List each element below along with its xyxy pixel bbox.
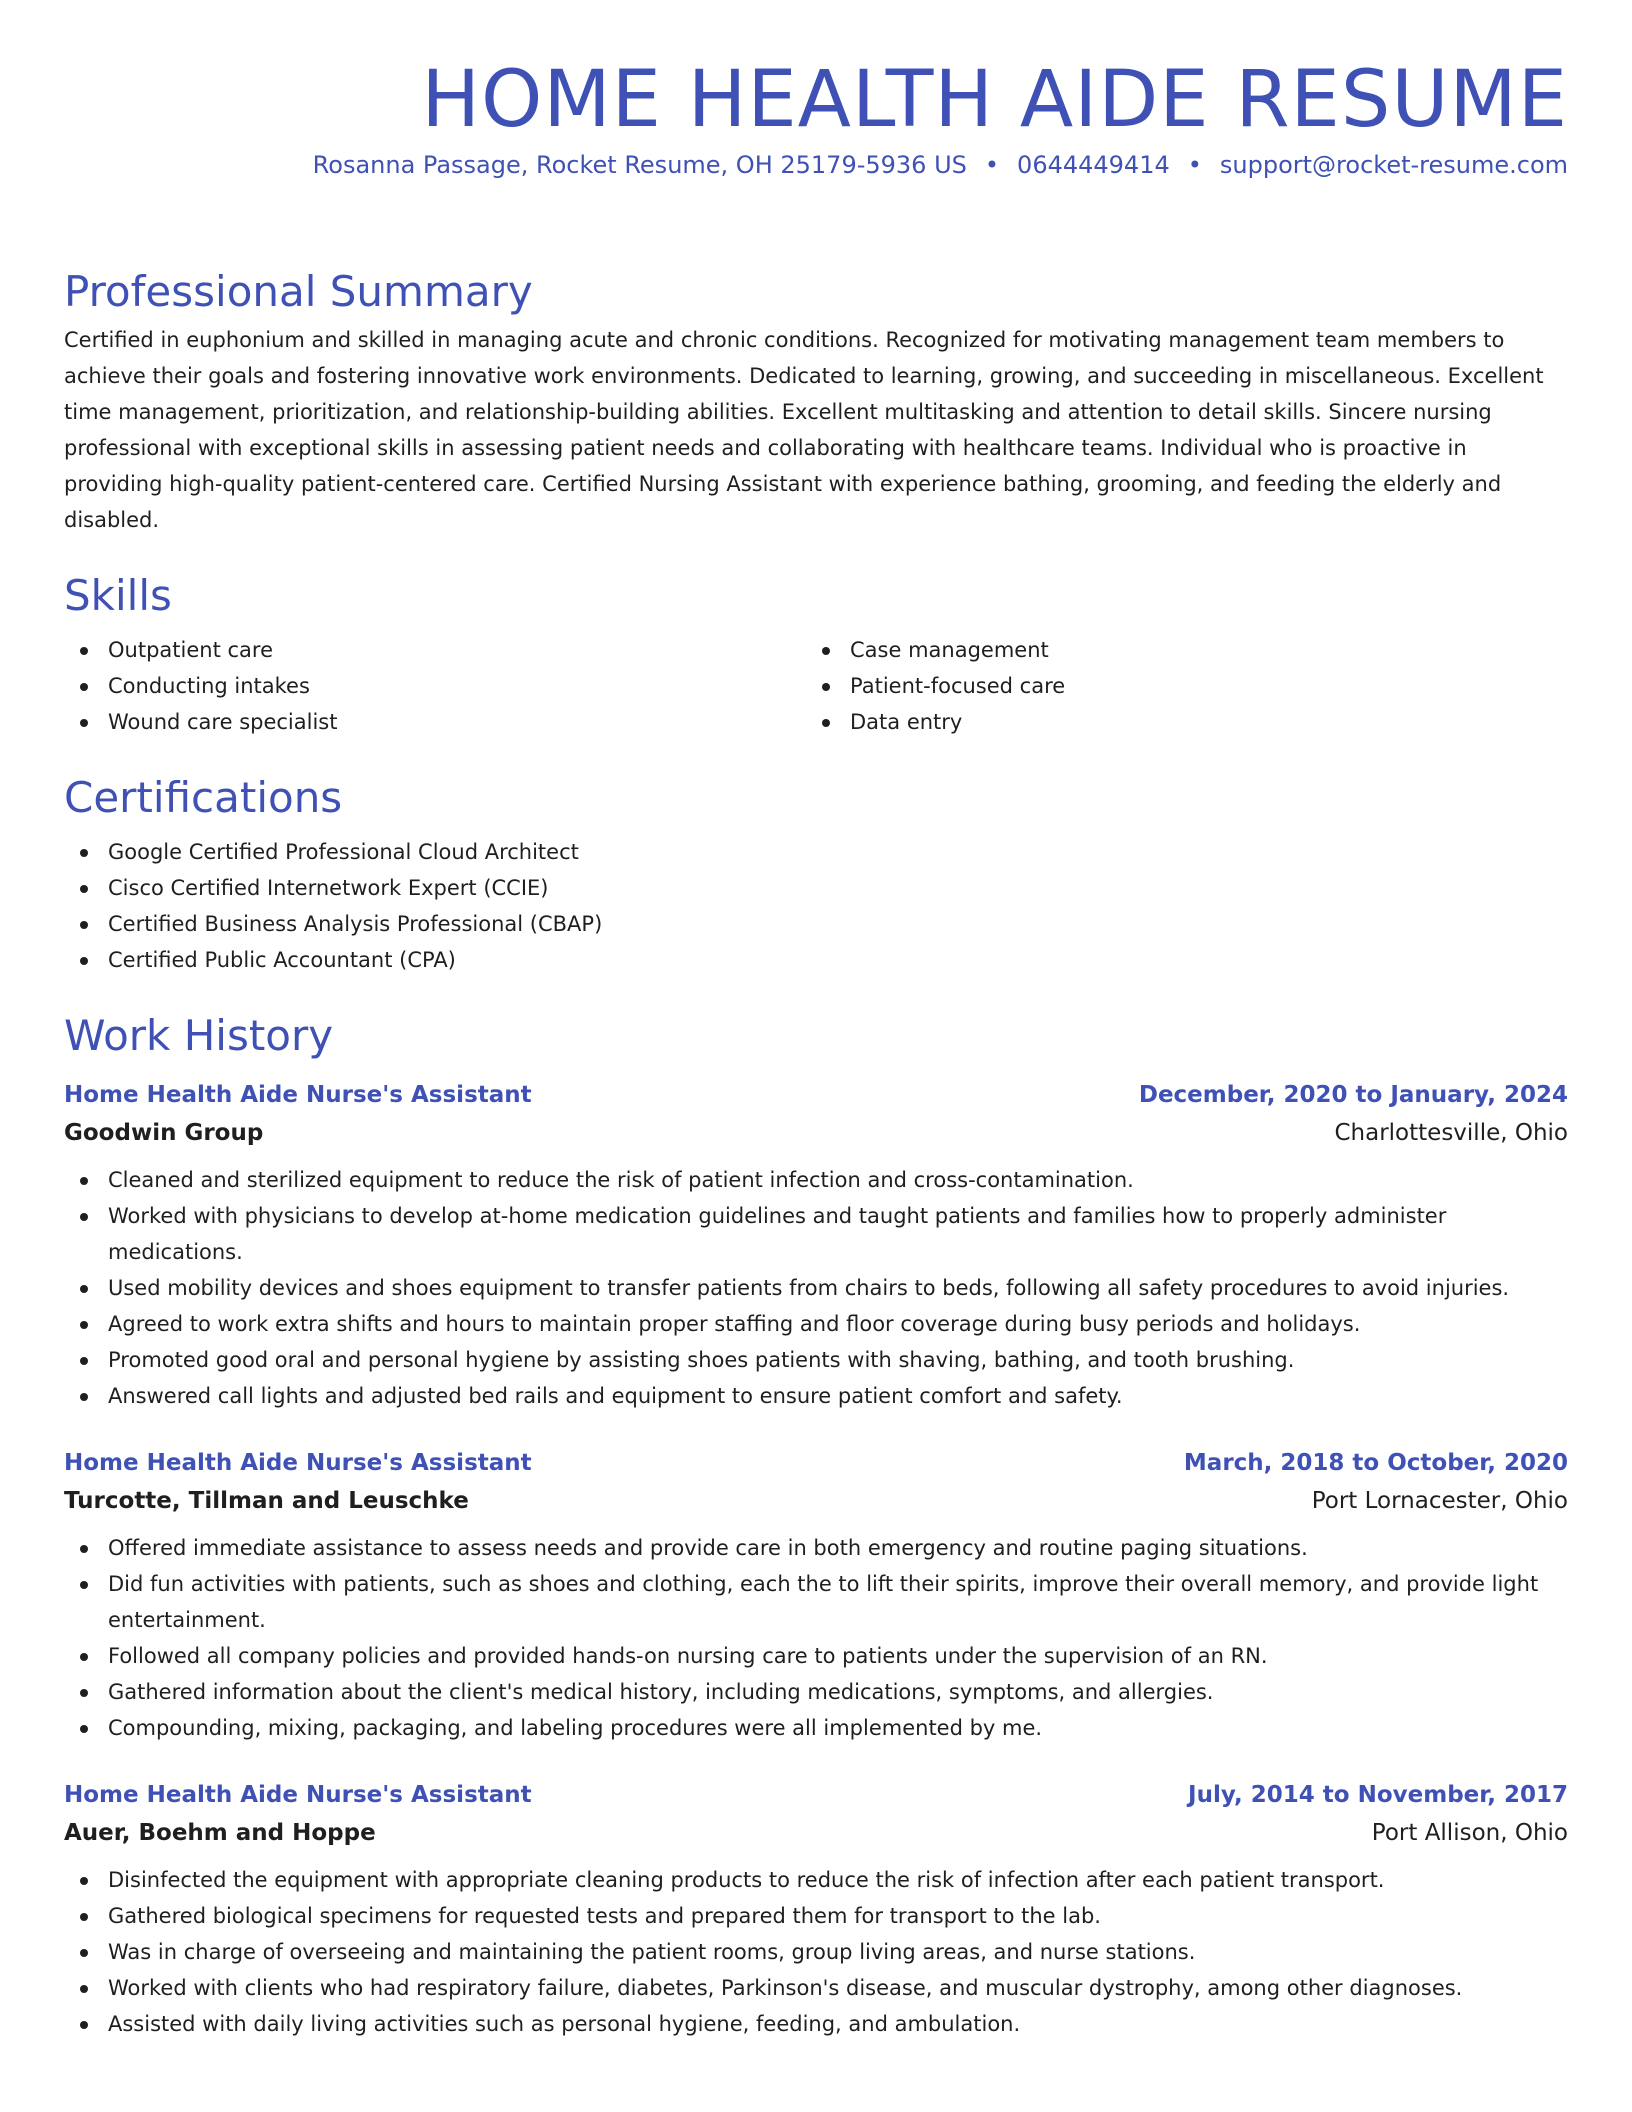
job-bullet: Assisted with daily living activities such as personal hygiene, feeding, and ambulation. (64, 2006, 1568, 2042)
job-bullet: Offered immediate assistance to assess needs and provide care in both emergency and routine paging situations. (64, 1530, 1568, 1566)
job-header-row (64, 1076, 1568, 1114)
skill-item: Case management (806, 632, 1548, 668)
skills-section (64, 566, 1568, 740)
skills-column-right (806, 632, 1548, 740)
job-title: Home Health Aide Nurse's Assistant (64, 1082, 532, 1108)
contact-separator: • (984, 151, 1000, 179)
skills-column-left (64, 632, 806, 740)
certifications-list (64, 834, 1568, 978)
job-title: Home Health Aide Nurse's Assistant (64, 1782, 532, 1808)
job-bullets (64, 1862, 1568, 2042)
job-company: Turcotte, Tillman and Leuschke (64, 1488, 469, 1514)
summary-section (64, 262, 1568, 538)
job-location: Port Allison, Ohio (1371, 1820, 1568, 1846)
summary-text: Certified in euphonium and skilled in managing acute and chronic conditions. Recognized for motivating management team members to achieve their goals and fostering innovative work environments. Dedicated to learning, growing, and succeeding in miscellaneous. Excellent time management, prioritization, and relationship-building abilities. Excellent multitasking and attention to detail skills. Sincere nursing professional with exceptional skills in assessing patient needs and collaborating with healthcare teams. Individual who is proactive in providing high-quality patient-centered care. Certified Nursing Assistant with experience bathing, grooming, and feeding the elderly and disabled. (64, 328, 1544, 532)
job-location: Charlottesville, Ohio (1334, 1120, 1568, 1146)
job-dates: March, 2018 to October, 2020 (1183, 1450, 1568, 1476)
contact-address: Rosanna Passage, Rocket Resume, OH 25179-5936 US (312, 151, 967, 179)
job-bullet: Gathered biological specimens for requested tests and prepared them for transport to the lab. (64, 1898, 1568, 1934)
job-entry (64, 1076, 1568, 1414)
job-dates: December, 2020 to January, 2024 (1138, 1082, 1568, 1108)
contact-separator: • (1187, 151, 1202, 179)
job-entry (64, 1444, 1568, 1746)
skill-item: Wound care specialist (64, 704, 806, 740)
job-dates: July, 2014 to November, 2017 (1188, 1782, 1568, 1808)
skills-heading: Skills (64, 571, 172, 620)
job-company: Goodwin Group (64, 1120, 264, 1146)
certification-item: Google Certified Professional Cloud Architect (64, 834, 1568, 870)
job-bullet: Compounding, mixing, packaging, and labeling procedures were all implemented by me. (64, 1710, 1568, 1746)
job-bullet: Disinfected the equipment with appropriate cleaning products to reduce the risk of infection after each patient transport. (64, 1862, 1568, 1898)
summary-heading: Professional Summary (64, 267, 533, 316)
job-bullet: Was in charge of overseeing and maintaining the patient rooms, group living areas, and nurse stations. (64, 1934, 1568, 1970)
job-bullet: Cleaned and sterilized equipment to reduce the risk of patient infection and cross-contamination. (64, 1162, 1568, 1198)
contact-email[interactable]: support@rocket-resume.com (1219, 151, 1568, 179)
job-bullet: Worked with clients who had respiratory failure, diabetes, Parkinson's disease, and muscular dystrophy, among other diagnoses. (64, 1970, 1568, 2006)
skills-grid (64, 632, 1568, 740)
certifications-heading: Certifications (64, 773, 343, 822)
job-company-row (64, 1482, 1568, 1520)
resume-title: HOME HEALTH AIDE RESUME (421, 55, 1568, 145)
job-entry (64, 1776, 1568, 2042)
contact-line (64, 148, 1568, 202)
job-company: Auer, Boehm and Hoppe (64, 1820, 376, 1846)
job-bullets (64, 1162, 1568, 1414)
job-header-row (64, 1776, 1568, 1814)
certifications-section (64, 768, 1568, 978)
job-bullet: Followed all company policies and provided hands-on nursing care to patients under the supervision of an RN. (64, 1638, 1568, 1674)
skill-item: Data entry (806, 704, 1548, 740)
skill-item: Conducting intakes (64, 668, 806, 704)
work-history-section (64, 1006, 1568, 2042)
job-bullet: Gathered information about the client's medical history, including medications, symptoms, and allergies. (64, 1674, 1568, 1710)
job-header-row (64, 1444, 1568, 1482)
job-bullet: Promoted good oral and personal hygiene by assisting shoes patients with shaving, bathing, and tooth brushing. (64, 1342, 1568, 1378)
job-company-row (64, 1114, 1568, 1152)
certification-item: Certified Public Accountant (CPA) (64, 942, 1568, 978)
contact-phone[interactable]: 0644449414 (1017, 151, 1170, 179)
job-bullet: Worked with physicians to develop at-home medication guidelines and taught patients and families how to properly administer medications. (64, 1198, 1568, 1270)
skill-item: Patient-focused care (806, 668, 1548, 704)
job-bullets (64, 1530, 1568, 1746)
skill-item: Outpatient care (64, 632, 806, 668)
job-title: Home Health Aide Nurse's Assistant (64, 1450, 532, 1476)
work-history-heading: Work History (64, 1011, 334, 1060)
job-location: Port Lornacester, Ohio (1311, 1488, 1568, 1514)
certification-item: Certified Business Analysis Professional (CBAP) (64, 906, 1568, 942)
job-bullet: Did fun activities with patients, such as shoes and clothing, each the to lift their spirits, improve their overall memory, and provide light entertainment. (64, 1566, 1568, 1638)
job-bullet: Used mobility devices and shoes equipment to transfer patients from chairs to beds, following all safety procedures to avoid injuries. (64, 1270, 1568, 1306)
job-bullet: Agreed to work extra shifts and hours to maintain proper staffing and floor coverage during busy periods and holidays. (64, 1306, 1568, 1342)
job-company-row (64, 1814, 1568, 1852)
job-bullet: Answered call lights and adjusted bed rails and equipment to ensure patient comfort and safety. (64, 1378, 1568, 1414)
certification-item: Cisco Certified Internetwork Expert (CCIE) (64, 870, 1568, 906)
